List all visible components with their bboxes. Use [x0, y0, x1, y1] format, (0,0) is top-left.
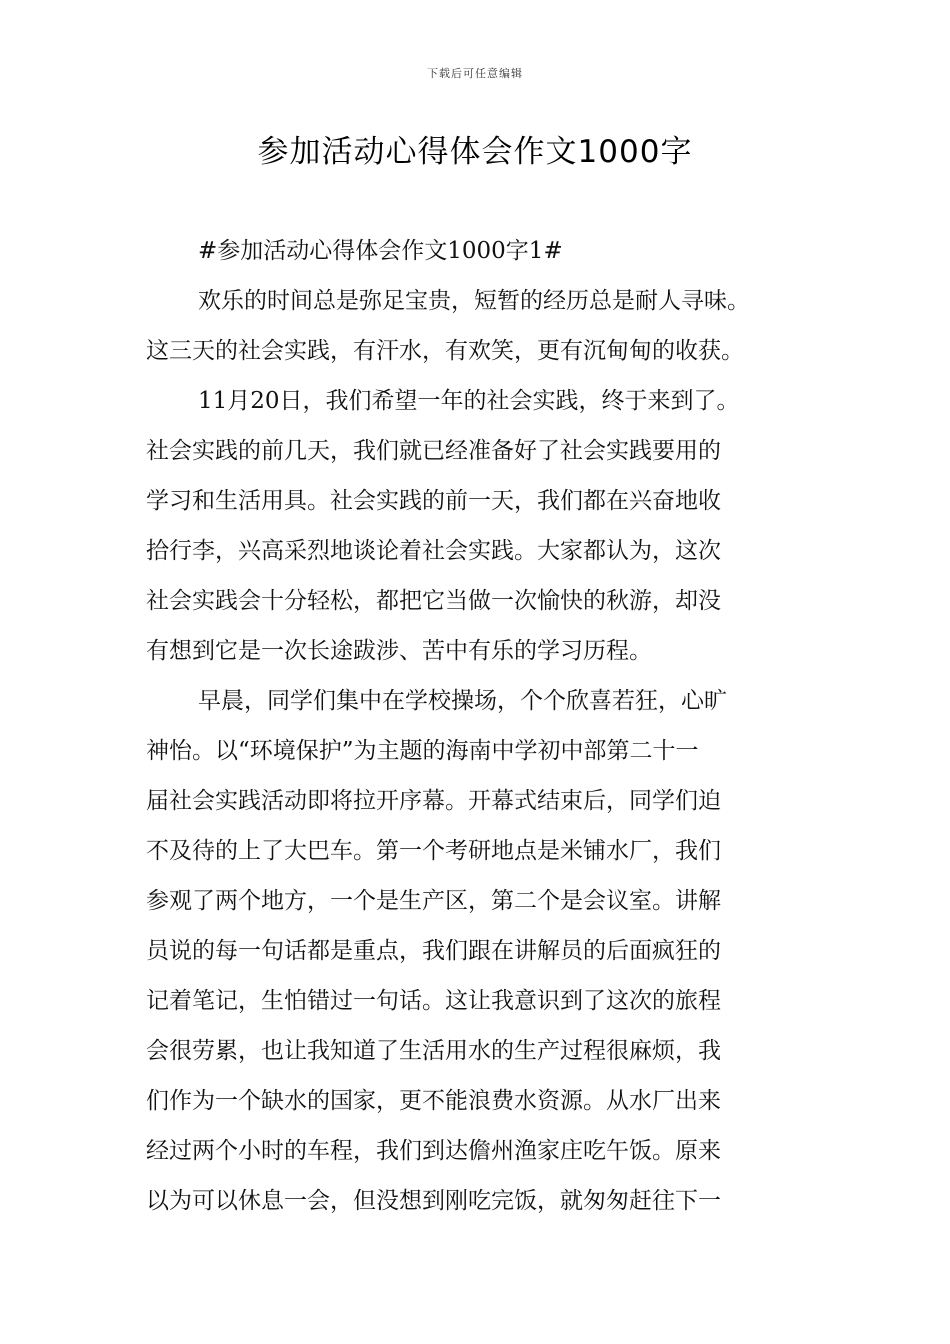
text-line: 早晨，同学们集中在学校操场，个个欣喜若狂，心旷 [198, 688, 727, 714]
text-line: 届社会实践活动即将拉开序幕。开幕式结束后，同学们迫 [146, 788, 721, 814]
text-line: 有想到它是一次长途跋涉、苦中有乐的学习历程。 [146, 638, 652, 664]
text-line: 这三天的社会实践，有汗水，有欢笑，更有沉甸甸的收获。 [146, 338, 744, 364]
text-line: 以为可以休息一会，但没想到刚吃完饭，就匆匆赶往下一 [146, 1188, 721, 1214]
text-line: 社会实践会十分轻松，都把它当做一次愉快的秋游，却没 [146, 588, 721, 614]
text-line: 会很劳累，也让我知道了生活用水的生产过程很麻烦，我 [146, 1038, 721, 1064]
text-line: 经过两个小时的车程，我们到达儋州渔家庄吃午饭。原来 [146, 1138, 721, 1164]
section-heading: #参加活动心得体会作文1000字1# [198, 238, 563, 264]
text-line: 社会实践的前几天，我们就已经准备好了社会实践要用的 [146, 438, 721, 464]
text-line: 欢乐的时间总是弥足宝贵，短暂的经历总是耐人寻味。 [198, 288, 750, 314]
text-line: 拾行李，兴高采烈地谈论着社会实践。大家都认为，这次 [146, 538, 721, 564]
text-line: 神怡。以“环境保护”为主题的海南中学初中部第二十一 [146, 738, 699, 764]
text-line: 参观了两个地方，一个是生产区，第二个是会议室。讲解 [146, 888, 721, 914]
header-note: 下载后可任意编辑 [427, 67, 523, 80]
text-line: 员说的每一句话都是重点，我们跟在讲解员的后面疯狂的 [146, 938, 721, 964]
text-line: 们作为一个缺水的国家，更不能浪费水资源。从水厂出来 [146, 1088, 721, 1114]
text-line: 不及待的上了大巴车。第一个考研地点是米铺水厂，我们 [146, 838, 721, 864]
text-line: 学习和生活用具。社会实践的前一天，我们都在兴奋地收 [146, 488, 721, 514]
document-body [146, 226, 846, 1226]
document-title: 参加活动心得体会作文1000字 [257, 134, 693, 170]
text-line: 记着笔记，生怕错过一句话。这让我意识到了这次的旅程 [146, 988, 721, 1014]
text-line: 11月20日，我们希望一年的社会实践，终于来到了。 [198, 388, 740, 414]
